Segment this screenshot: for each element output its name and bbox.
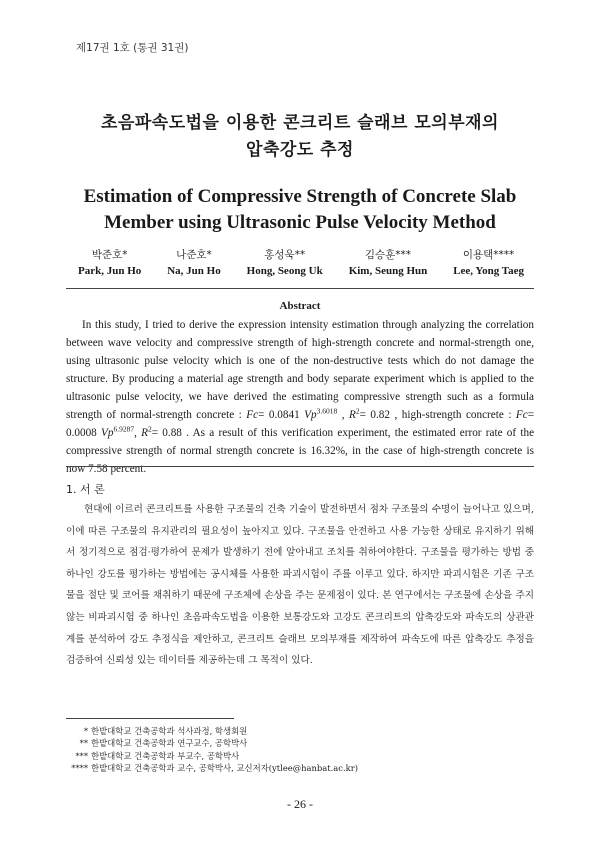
footnote-item — [66, 737, 534, 749]
author-name-ko: 홍성욱** — [264, 249, 306, 261]
journal-volume-header: 제17권 1호 (통권 31권) — [76, 42, 189, 54]
footnote-mark: * — [83, 726, 88, 736]
footnote-text: 한밭대학교 건축공학과 교수, 공학박사, 교신저자(ytlee@hanbat.ac.kr) — [91, 763, 358, 774]
footnote-item — [66, 725, 534, 737]
abstract-text-2: . As a result of this verification experiment, the estimated error rate of the compressive strength of normal strength concrete is 16.32%, in the case of high-strength concrete is now 7.58 percent. — [66, 427, 535, 475]
abstract-divider — [66, 288, 534, 289]
footnote-text: 한밭대학교 건축공학과 부교수, 공학박사 — [91, 750, 240, 761]
footnote-mark: *** — [75, 750, 88, 761]
formula-vp-high: Vp — [101, 427, 114, 439]
page-number: - 26 - — [287, 797, 313, 811]
author-1 — [78, 247, 141, 279]
r2-normal-exp: 2 — [355, 406, 360, 416]
author-name-ko: 박준호* — [91, 249, 128, 261]
footnote-divider — [66, 718, 234, 719]
section-divider — [66, 466, 534, 467]
footnote-text: 한밭대학교 건축공학과 연구교수, 공학박사 — [91, 738, 248, 749]
abstract-heading: Abstract — [279, 300, 321, 312]
author-5 — [453, 247, 524, 279]
author-4 — [349, 247, 428, 279]
author-name-ko: 이용택**** — [462, 249, 515, 261]
formula-exp-normal: 3.6018 — [316, 406, 338, 416]
formula-coef-high: = 0.0008 — [66, 409, 535, 439]
formula-vp-normal: Vp — [304, 409, 317, 421]
r2-normal-value: = 0.82 — [359, 409, 390, 421]
formula-coef-normal: = 0.0841 — [258, 409, 300, 421]
r2-high-symbol: R — [141, 427, 148, 439]
formula-fc-normal: Fc — [246, 409, 259, 421]
english-title-line-1: Estimation of Compressive Strength of Concrete Slab — [83, 186, 517, 207]
author-2 — [167, 247, 221, 279]
r2-high-value: = 0.88 — [151, 427, 182, 439]
section-heading-introduction: 1. 서 론 — [66, 483, 105, 496]
abstract-text-1: In this study, I tried to derive the expression intensity estimation through analyzing the correlation between wave velocity and compressive strength of high-strength concrete and normal-strength one, using ultrasonic pulse velocity which is one of the non-destructive tests which do not damage the structure. By producing a material age strength and body separate experiment which is applied to the ultrasonic pulse velocity, we have derived the estimating compressive strength such as a formula strength of normal-strength concrete : — [66, 319, 534, 421]
footnote-mark: ** — [79, 738, 88, 749]
formula-fc-high: Fc — [515, 409, 528, 421]
author-name-en: Na, Jun Ho — [167, 265, 221, 277]
introduction-paragraph — [66, 499, 534, 672]
author-3 — [247, 247, 323, 279]
footnote-item — [66, 750, 534, 762]
footnote-text: 한밭대학교 건축공학과 석사과정, 학생회원 — [91, 726, 248, 736]
introduction-text: 현대에 이르러 콘크리트를 사용한 구조물의 건축 기술이 발전하면서 점차 구조물의 수명이 늘어나고 있으며, 이에 따른 구조물의 유지관리의 필요성이 높아지고 있다. 구조물을 안전하고 사용 가능한 상태로 유지하기 위해서 정기적으로 점검·평가하여 문제가 발생하기 전에 알아내고 조치를 취하여야한다. 구조물을 평가하는 방법 중 하나인 강도를 평가하는 방법에는 공시체를 사용한 파괴시험이 주를 이루고 있다. 하지만 파괴시험은 기존 구조물을 절단 및 코어를 채취하기 때문에 구조체에 손상을 주는 문제점이 있다. 본 연구에서는 구조물에 손상을 주지 않는 비파괴시험 중 하나인 초음파속도법을 이용한 보통강도와 고강도 콘크리트의 압축강도와 파속도의 상관관계를 분석하여 강도 추정식을 제안하고, 콘크리트 슬래브 모의부재를 제작하여 파속도에 따른 압축강도 추정을 검증하여 신뢰성 있는 데이터를 제공하는데 그 목적이 있다. — [66, 504, 534, 667]
footnote-mark: **** — [71, 763, 88, 774]
footnote-item — [66, 762, 534, 774]
author-name-en: Park, Jun Ho — [78, 265, 142, 277]
korean-title-line-2: 압축강도 추정 — [246, 140, 354, 160]
author-name-ko: 나준호* — [176, 249, 212, 261]
author-list — [78, 247, 524, 279]
english-title-line-2: Member using Ultrasonic Pulse Velocity Method — [104, 212, 496, 233]
footnote-list — [66, 725, 534, 775]
r2-high-exp: 2 — [148, 424, 152, 434]
author-name-ko: 김승훈*** — [364, 249, 412, 261]
author-name-en: Hong, Seong Uk — [246, 265, 323, 277]
author-name-en: Lee, Yong Taeg — [453, 265, 524, 277]
author-name-en: Kim, Seung Hun — [348, 265, 428, 277]
korean-title-line-1: 초음파속도법을 이용한 콘크리트 슬래브 모의부재의 — [101, 113, 499, 133]
abstract-text-mid: , high-strength concrete : — [394, 409, 512, 421]
r2-normal-symbol: R — [349, 409, 356, 421]
abstract-body: In this study, I tried to derive the expression intensity estimation through analyzing the correlation between wave velocity and compressive strength of high-strength concrete and normal-strength one, using ultrasonic pulse velocity which is one of the non-destructive tests which do not damage the structure. By producing a material age strength and body separate experiment which is applied to the ultrasonic pulse velocity, we have derived the estimating compressive strength such as a formula strength of normal-strength concrete : Fc= 0.0841 $Vp^{3.6018}$ , $R^2= 0.82$ , high-strength concrete : Fc= 0.0008 $Vp^{6.9287}$, $R^2= 0.88$ . As a result of this verification experiment, the estimated error rate of the compressive strength of normal strength concrete is 16.32%, in the case of high-strength concrete is now 7.58 percent. — [66, 319, 535, 475]
formula-exp-high: 6.9287 — [113, 424, 135, 434]
